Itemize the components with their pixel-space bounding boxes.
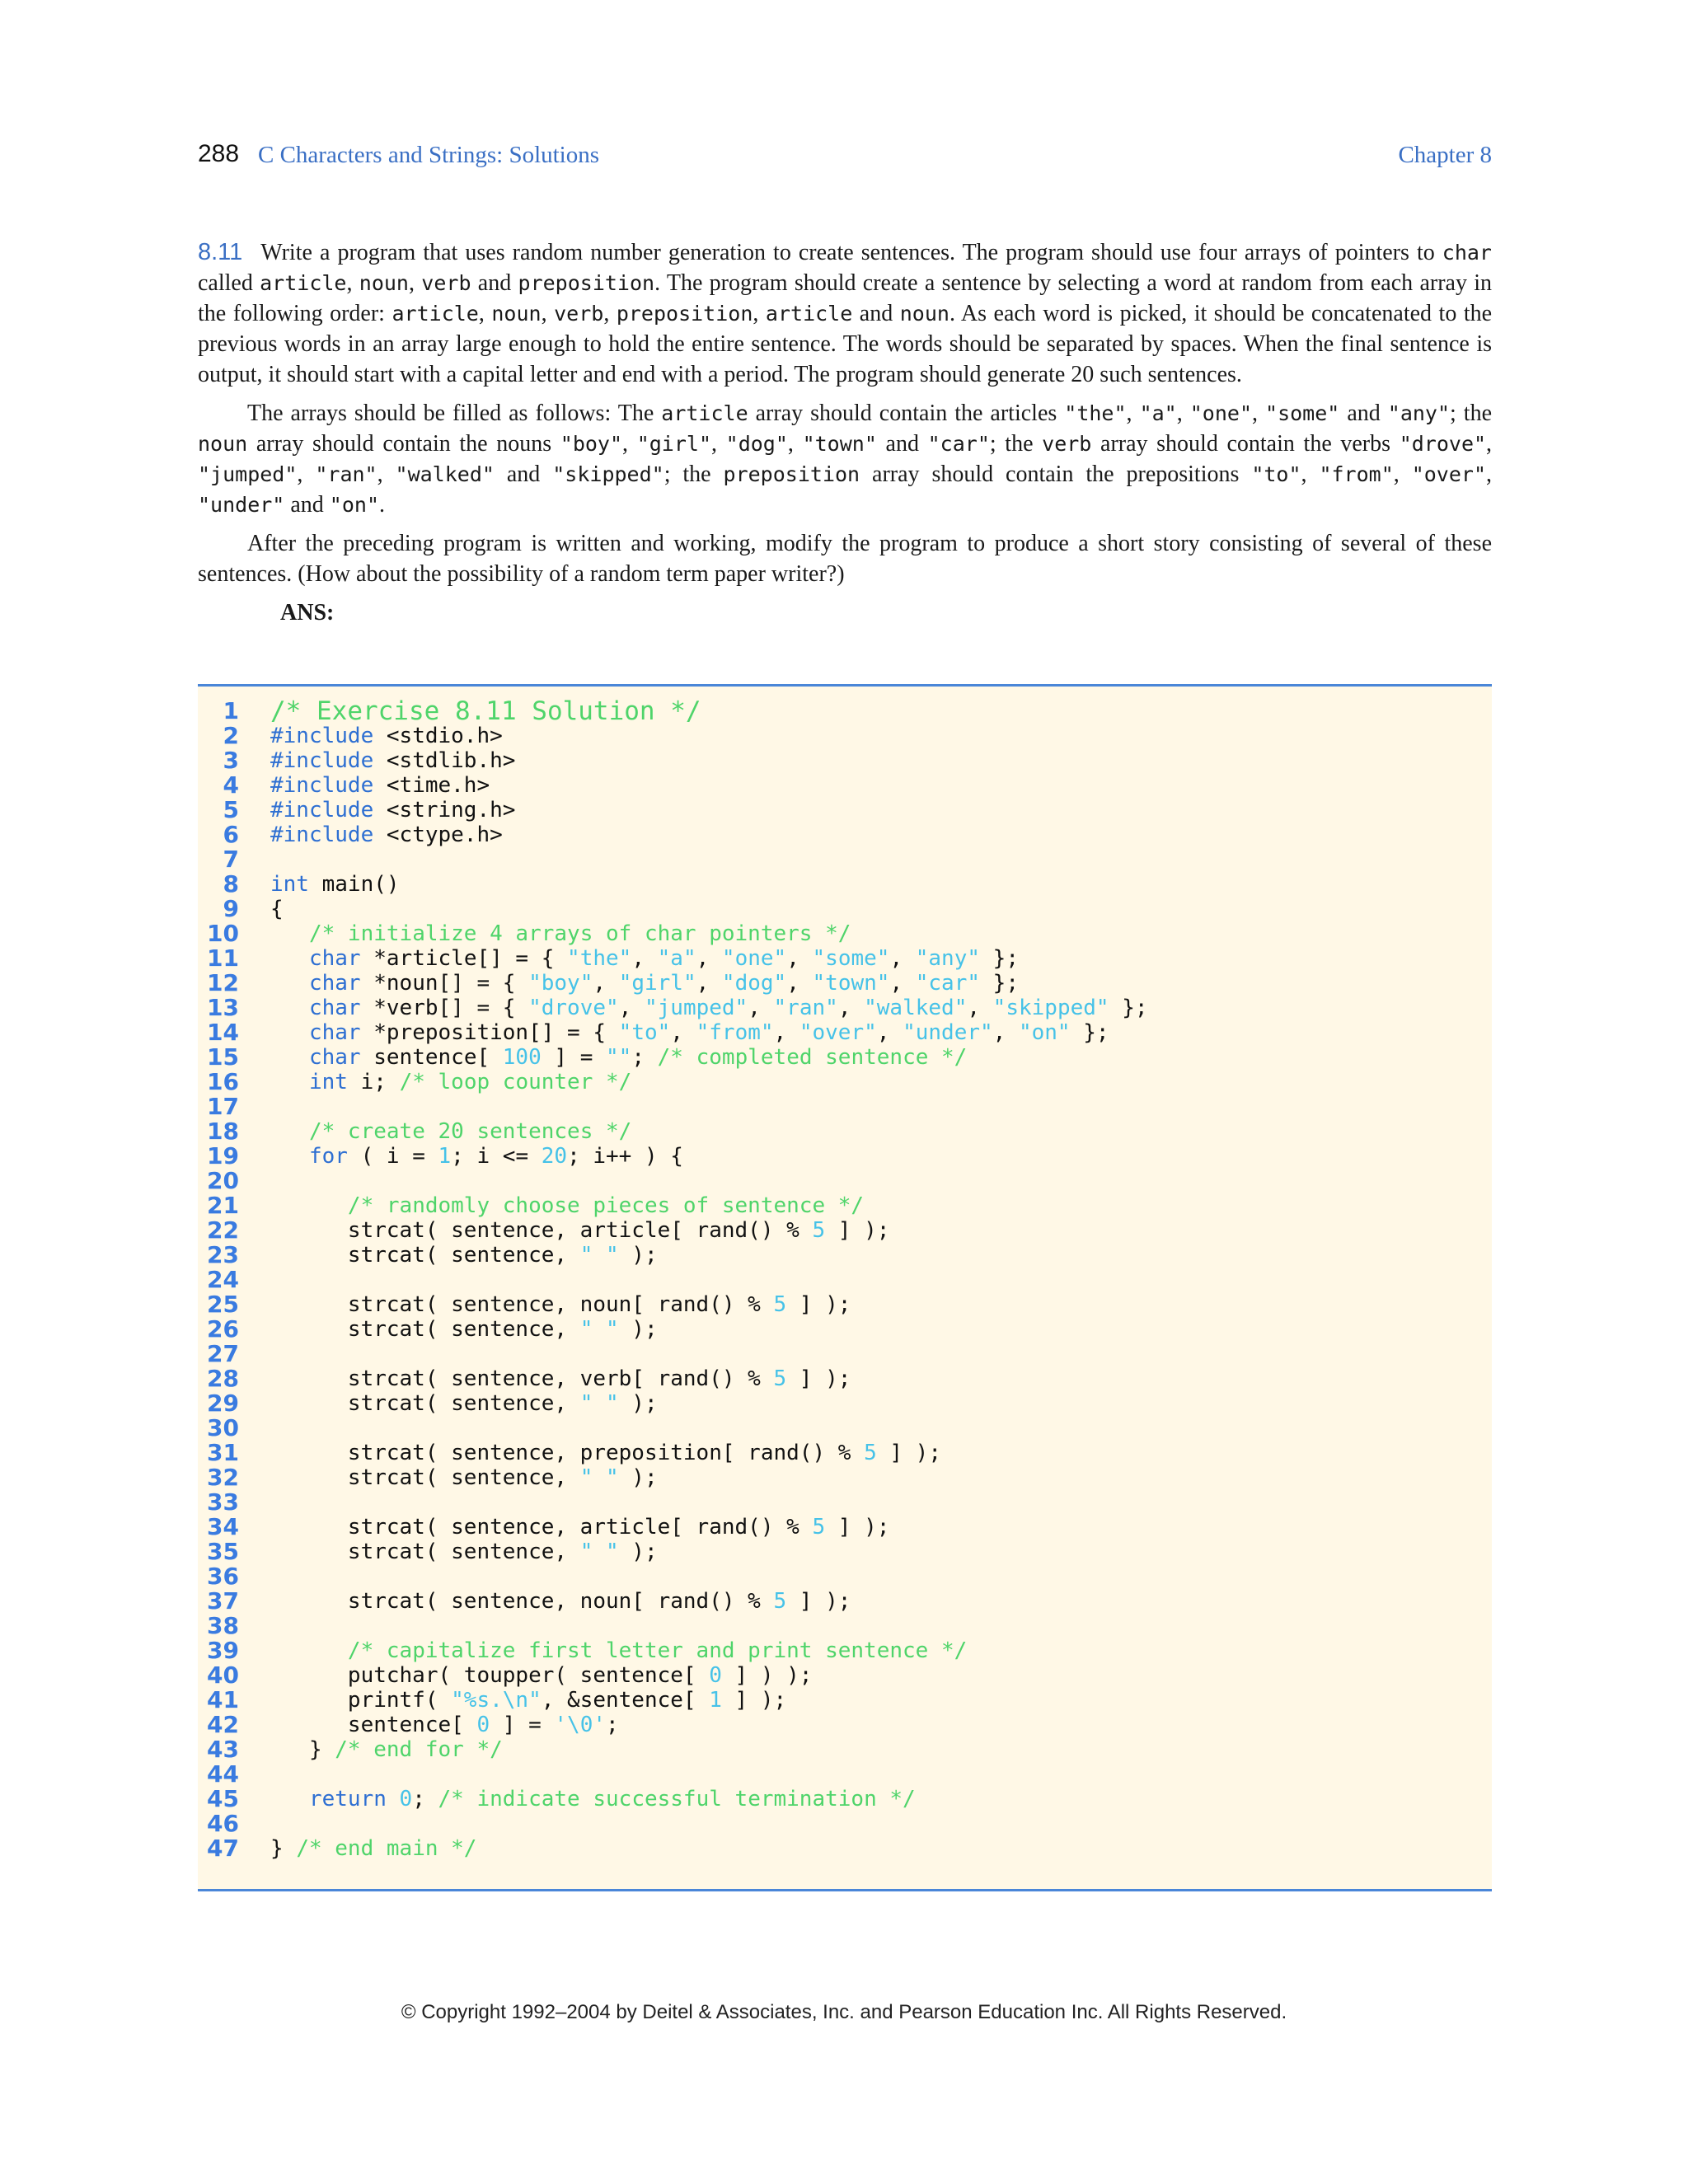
code-line: [198, 1218, 1492, 1243]
line-number: 8: [223, 870, 239, 898]
inline-code: "dog": [725, 432, 788, 456]
code-line: [198, 1366, 1492, 1391]
line-number: 38: [207, 1612, 239, 1639]
code-line: [198, 748, 1492, 773]
code-line: [198, 1317, 1492, 1342]
inline-code: article: [661, 401, 748, 425]
exercise-paragraph-3: After the preceding program is written and working, modify the program to produce a short story consisting of several of these sentences. (How about the possibility of a random term paper writer?): [198, 531, 1492, 587]
inline-code: preposition: [616, 302, 753, 326]
inline-code: "skipped": [552, 462, 664, 486]
inline-code: "girl": [636, 432, 711, 456]
inline-code: "town": [802, 432, 877, 456]
code-text: strcat( sentence, noun[ rand() % 5 ] );: [270, 1292, 851, 1317]
code-text: strcat( sentence, " " );: [270, 1540, 658, 1564]
code-line: [198, 724, 1492, 748]
code-line: [198, 1342, 1492, 1366]
line-number: 42: [207, 1711, 239, 1738]
code-line: [198, 971, 1492, 996]
line-number: 28: [207, 1365, 239, 1392]
line-number: 12: [207, 969, 239, 996]
code-lines: [198, 696, 1492, 1862]
line-number: 47: [207, 1835, 239, 1862]
code-text: strcat( sentence, " " );: [270, 1243, 658, 1268]
code-text: /* randomly choose pieces of sentence */: [347, 1193, 865, 1218]
inline-code: "jumped": [198, 462, 298, 486]
line-number: 19: [207, 1142, 239, 1169]
inline-code: "car": [927, 432, 990, 456]
inline-code: char: [1442, 241, 1492, 265]
code-text: putchar( toupper( sentence[ 0 ] ) );: [270, 1663, 813, 1688]
exercise-text: [198, 237, 1492, 628]
inline-code: "walked": [395, 462, 495, 486]
code-text: char *verb[] = { "drove", "jumped", "ran", "walked", "skipped" };: [308, 996, 1148, 1020]
line-number: 25: [207, 1291, 239, 1318]
line-number: 10: [207, 920, 239, 947]
code-text: /* Exercise 8.11 Solution */: [270, 696, 701, 726]
code-line: [198, 1441, 1492, 1465]
code-text: strcat( sentence, " " );: [270, 1391, 658, 1416]
line-number: 26: [207, 1315, 239, 1343]
inline-code: "boy": [560, 432, 623, 456]
code-text: char *article[] = { "the", "a", "one", "some", "any" };: [308, 946, 1019, 971]
line-number: 43: [207, 1736, 239, 1763]
line-number: 40: [207, 1661, 239, 1689]
code-line: [198, 897, 1492, 921]
line-number: 16: [207, 1068, 239, 1095]
code-text: strcat( sentence, article[ rand() % 5 ] );: [270, 1515, 890, 1540]
line-number: 36: [207, 1563, 239, 1590]
line-number: 7: [223, 846, 239, 873]
code-text: #include <ctype.h>: [270, 823, 503, 847]
inline-code: article: [765, 302, 853, 326]
code-text: #include <string.h>: [270, 798, 516, 823]
line-number: 39: [207, 1637, 239, 1664]
line-number: 29: [207, 1390, 239, 1417]
code-line: [198, 1193, 1492, 1218]
code-text: strcat( sentence, " " );: [270, 1317, 658, 1342]
code-text: /* create 20 sentences */: [308, 1119, 632, 1144]
inline-code: noun: [198, 432, 248, 456]
code-text: #include <stdlib.h>: [270, 748, 516, 773]
line-number: 14: [207, 1019, 239, 1046]
code-text: strcat( sentence, " " );: [270, 1465, 658, 1490]
line-number: 17: [207, 1093, 239, 1120]
line-number: 35: [207, 1538, 239, 1565]
copyright-footer: © Copyright 1992–2004 by Deitel & Associates, Inc. and Pearson Education Inc. All Rights Reserved.: [401, 2001, 1287, 2023]
code-listing: [198, 684, 1492, 1891]
code-line: [198, 1663, 1492, 1688]
code-line: [198, 1169, 1492, 1193]
inline-code: "ran": [315, 462, 377, 486]
inline-code: preposition: [723, 462, 860, 486]
line-number: 1: [223, 697, 239, 724]
line-number: 44: [207, 1760, 239, 1788]
inline-code: verb: [554, 302, 604, 326]
inline-code: "a": [1139, 401, 1177, 425]
code-text: int i; /* loop counter */: [308, 1070, 632, 1094]
inline-code: "under": [198, 493, 285, 517]
code-line: [198, 1589, 1492, 1614]
inline-code: "on": [329, 493, 380, 517]
inline-code: preposition: [518, 271, 655, 295]
code-line: [198, 823, 1492, 847]
paragraph-1-text: Write a program that uses random number generation to create sentences. The program should use four arrays of pointers to char called article, noun, verb and preposition. The program should create a sentence by selecting a word at random from each array in the following order: article, noun, verb, preposition, article and noun. As each word is picked, it should be concatenated to the previous words in an array large enough to hold the entire sentence. The words should be separated by spaces. When the final sentence is output, it should start with a capital letter and end with a period. The program should generate 20 such sentences.: [198, 240, 1493, 387]
code-text: for ( i = 1; i <= 20; i++ ) {: [308, 1144, 683, 1169]
code-line: [198, 1737, 1492, 1762]
code-line: [198, 1688, 1492, 1713]
line-number: 37: [207, 1587, 239, 1615]
line-number: 22: [207, 1216, 239, 1244]
code-line: [198, 773, 1492, 798]
code-text: int main(): [270, 872, 400, 897]
inline-code: "one": [1189, 401, 1252, 425]
line-number: 24: [207, 1266, 239, 1293]
code-line: [198, 1045, 1492, 1070]
code-text: return 0; /* indicate successful termination */: [308, 1787, 916, 1811]
code-line: [198, 1416, 1492, 1441]
code-line: [198, 946, 1492, 971]
code-text: sentence[ 0 ] = '\0';: [270, 1713, 619, 1737]
code-text: /* initialize 4 arrays of char pointers */: [308, 921, 851, 946]
code-line: [198, 1070, 1492, 1094]
code-line: [198, 1713, 1492, 1737]
code-line: [198, 1638, 1492, 1663]
exercise-number: 8.11: [198, 239, 243, 265]
code-text: printf( "%s.\n", &sentence[ 1 ] );: [270, 1688, 787, 1713]
inline-code: noun: [491, 302, 542, 326]
code-text: strcat( sentence, article[ rand() % 5 ] );: [270, 1218, 890, 1243]
code-line: [198, 1490, 1492, 1515]
code-line: [198, 996, 1492, 1020]
code-text: char *noun[] = { "boy", "girl", "dog", "town", "car" };: [308, 971, 1019, 996]
code-line: [198, 872, 1492, 897]
code-text: #include <stdio.h>: [270, 724, 503, 748]
inline-code: "to": [1251, 462, 1301, 486]
code-line: [198, 1243, 1492, 1268]
code-text: char *preposition[] = { "to", "from", "over", "under", "on" };: [308, 1020, 1109, 1045]
line-number: 21: [207, 1192, 239, 1219]
inline-code: article: [260, 271, 347, 295]
line-number: 20: [207, 1167, 239, 1194]
code-line: [198, 1144, 1492, 1169]
code-line: [198, 1811, 1492, 1836]
code-line: [198, 1094, 1492, 1119]
code-line: [198, 1787, 1492, 1811]
inline-code: noun: [899, 302, 950, 326]
page-header: [198, 140, 1492, 173]
running-title: C Characters and Strings: Solutions: [258, 142, 600, 168]
code-line: [198, 1836, 1492, 1861]
line-number: 4: [223, 771, 239, 799]
code-text: #include <time.h>: [270, 773, 490, 798]
page-number: 288: [198, 140, 240, 167]
code-line: [198, 1465, 1492, 1490]
code-line: [198, 1564, 1492, 1589]
code-line: [198, 1762, 1492, 1787]
inline-code: "any": [1387, 401, 1451, 425]
code-line: [198, 1268, 1492, 1292]
code-line: [198, 1020, 1492, 1045]
line-number: 34: [207, 1513, 239, 1540]
code-text: } /* end for */: [270, 1737, 503, 1762]
code-text: {: [270, 897, 284, 921]
exercise-paragraph-2: The arrays should be filled as follows: The article array should contain the articles "the", "a", "one", "some" and "any"; the noun array should contain the nouns "boy", "girl", "dog", "town" and "car"; the verb array should contain the verbs "drove", "jumped", "ran", "walked" and "skipped"; the preposition array should contain the prepositions "to", "from", "over", "under" and "on".: [198, 401, 1493, 518]
code-line: [198, 696, 1492, 726]
inline-code: noun: [359, 271, 409, 295]
code-line: [198, 1614, 1492, 1638]
line-number: 9: [223, 895, 239, 922]
line-number: 41: [207, 1686, 239, 1713]
line-number: 32: [207, 1464, 239, 1491]
code-line: [198, 1391, 1492, 1416]
code-text: strcat( sentence, verb[ rand() % 5 ] );: [270, 1366, 851, 1391]
answer-label: ANS:: [280, 600, 335, 626]
line-number: 30: [207, 1414, 239, 1441]
inline-code: "some": [1265, 401, 1340, 425]
code-line: [198, 921, 1492, 946]
chapter-label: Chapter 8: [1398, 142, 1492, 168]
inline-code: "from": [1319, 462, 1394, 486]
code-text: strcat( sentence, noun[ rand() % 5 ] );: [270, 1589, 851, 1614]
line-number: 31: [207, 1439, 239, 1466]
code-line: [198, 1292, 1492, 1317]
inline-code: "over": [1411, 462, 1486, 486]
line-number: 18: [207, 1118, 239, 1145]
line-number: 33: [207, 1488, 239, 1516]
line-number: 3: [223, 747, 239, 774]
line-number: 46: [207, 1810, 239, 1837]
line-number: 6: [223, 821, 239, 848]
code-line: [198, 1540, 1492, 1564]
line-number: 2: [223, 722, 239, 749]
inline-code: article: [392, 302, 479, 326]
code-text: /* capitalize first letter and print sentence */: [347, 1638, 968, 1663]
line-number: 45: [207, 1785, 239, 1812]
inline-code: "the": [1064, 401, 1127, 425]
line-number: 5: [223, 796, 239, 823]
code-line: [198, 847, 1492, 872]
inline-code: verb: [1042, 432, 1092, 456]
line-number: 23: [207, 1241, 239, 1268]
line-number: 15: [207, 1043, 239, 1071]
code-text: } /* end main */: [270, 1836, 477, 1861]
line-number: 27: [207, 1340, 239, 1367]
code-line: [198, 1119, 1492, 1144]
inline-code: "drove": [1399, 432, 1487, 456]
exercise-paragraph-1: [198, 237, 1492, 390]
line-number: 11: [207, 944, 239, 972]
code-line: [198, 798, 1492, 823]
code-text: char sentence[ 100 ] = ""; /* completed sentence */: [308, 1045, 968, 1070]
line-number: 13: [207, 994, 239, 1021]
inline-code: verb: [421, 271, 471, 295]
code-line: [198, 1515, 1492, 1540]
code-text: strcat( sentence, preposition[ rand() % 5 ] );: [270, 1441, 941, 1465]
